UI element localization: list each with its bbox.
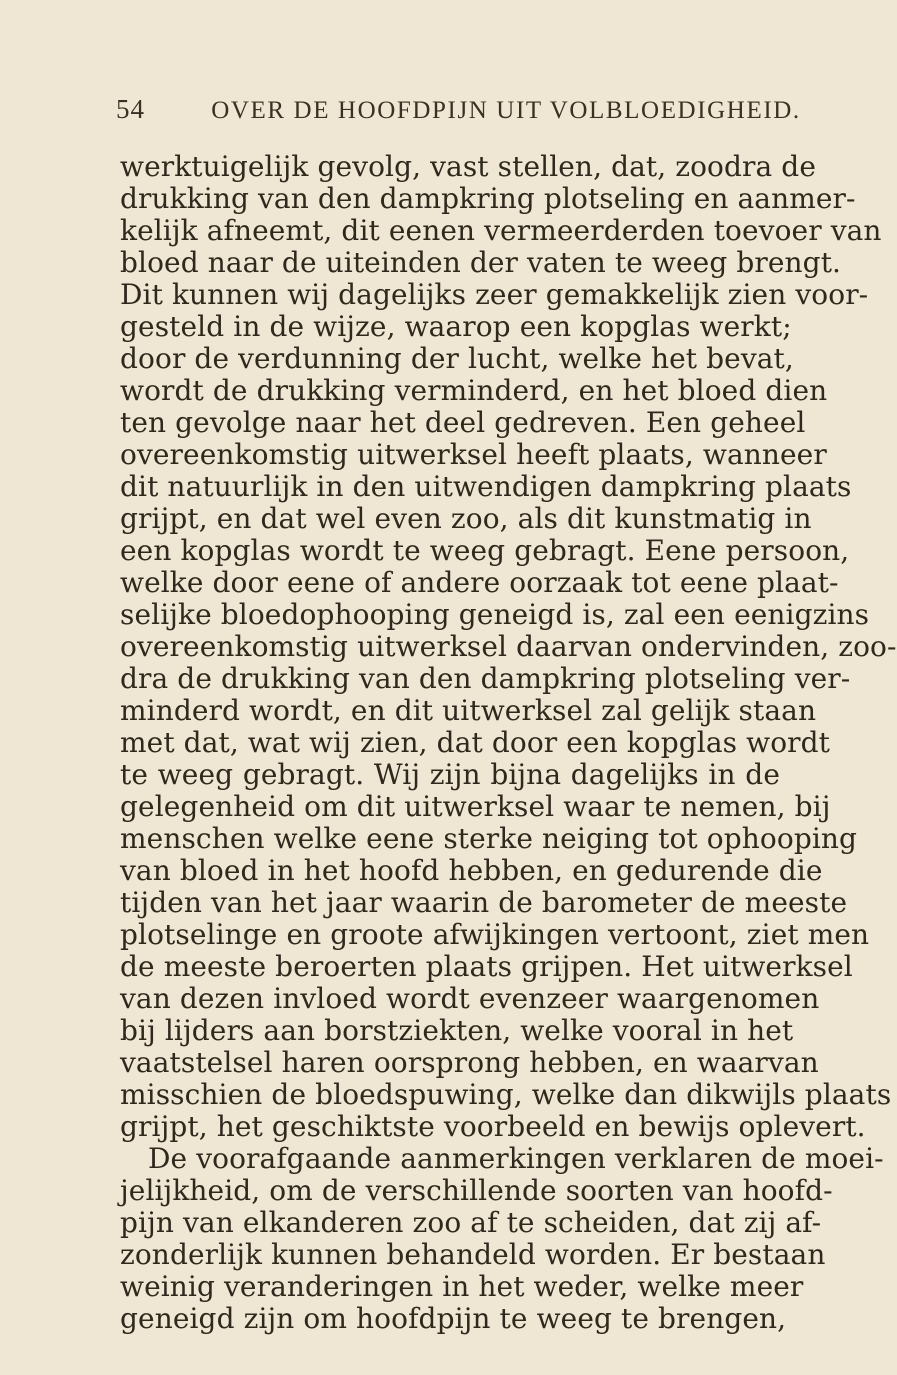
- text-line: minderd wordt, en dit uitwerksel zal gelijk staan: [120, 694, 817, 727]
- text-line: Dit kunnen wij dagelijks zeer gemakkelijk zien voor-: [120, 278, 869, 311]
- text-line: De voorafgaande aanmerkingen verklaren de moei-: [148, 1142, 884, 1175]
- text-line: misschien de bloedspuwing, welke dan dikwijls plaats: [120, 1078, 892, 1111]
- text-line: drukking van den dampkring plotseling en aanmer-: [120, 182, 856, 215]
- text-line: gelegenheid om dit uitwerksel waar te nemen, bij: [120, 790, 831, 823]
- text-line: grijpt, en dat wel even zoo, als dit kunstmatig in: [120, 502, 812, 535]
- text-line: dit natuurlijk in den uitwendigen dampkring plaats: [120, 470, 852, 503]
- text-line: gesteld in de wijze, waarop een kopglas werkt;: [120, 310, 792, 343]
- text-line: bij lijders aan borstziekten, welke vooral in het: [120, 1014, 794, 1047]
- text-line: door de verdunning der lucht, welke het bevat,: [120, 342, 794, 375]
- text-line: met dat, wat wij zien, dat door een kopglas wordt: [120, 726, 831, 759]
- text-line: te weeg gebragt. Wij zijn bijna dagelijks in de: [120, 758, 780, 791]
- text-line: grijpt, het geschiktste voorbeeld en bewijs oplevert.: [120, 1110, 866, 1143]
- text-line: geneigd zijn om hoofdpijn te weeg te brengen,: [120, 1302, 787, 1335]
- text-line: een kopglas wordt te weeg gebragt. Eene persoon,: [120, 534, 850, 567]
- text-line: kelijk afneemt, dit eenen vermeerderden toevoer van: [120, 214, 882, 247]
- text-line: dra de drukking van den dampkring plotseling ver-: [120, 662, 851, 695]
- text-line: bloed naar de uiteinden der vaten te weeg brengt.: [120, 246, 842, 279]
- text-line: van dezen invloed wordt evenzeer waargenomen: [120, 982, 820, 1015]
- text-line: vaatstelsel haren oorsprong hebben, en waarvan: [120, 1046, 819, 1079]
- text-line: ten gevolge naar het deel gedreven. Een geheel: [120, 406, 806, 439]
- text-line: tijden van het jaar waarin de barometer de meeste: [120, 886, 848, 919]
- text-line: jelijkheid, om de verschillende soorten van hoofd-: [120, 1174, 833, 1207]
- text-line: selijke bloedophooping geneigd is, zal een eenigzins: [120, 598, 870, 631]
- text-line: werktuigelijk gevolg, vast stellen, dat, zoodra de: [120, 150, 817, 183]
- text-line: de meeste beroerten plaats grijpen. Het uitwerksel: [120, 950, 853, 983]
- text-line: plotselinge en groote afwijkingen vertoont, ziet men: [120, 918, 870, 951]
- running-title: OVER DE HOOFDPIJN UIT VOLBLOEDIGHEID.: [211, 97, 801, 124]
- text-line: pijn van elkanderen zoo af te scheiden, dat zij af-: [120, 1206, 822, 1239]
- text-line: menschen welke eene sterke neiging tot ophooping: [120, 822, 858, 855]
- text-line: overeenkomstig uitwerksel daarvan ondervinden, zoo-: [120, 630, 897, 663]
- text-line: wordt de drukking verminderd, en het bloed dien: [120, 374, 828, 407]
- page-number: 54: [116, 94, 145, 124]
- text-line: zonderlijk kunnen behandeld worden. Er bestaan: [120, 1238, 826, 1271]
- text-line: van bloed in het hoofd hebben, en gedurende die: [120, 854, 823, 887]
- text-line: welke door eene of andere oorzaak tot eene plaat-: [120, 566, 839, 599]
- text-line: overeenkomstig uitwerksel heeft plaats, wanneer: [120, 438, 827, 471]
- text-line: weinig veranderingen in het weder, welke meer: [120, 1270, 804, 1303]
- page-header: [116, 94, 801, 130]
